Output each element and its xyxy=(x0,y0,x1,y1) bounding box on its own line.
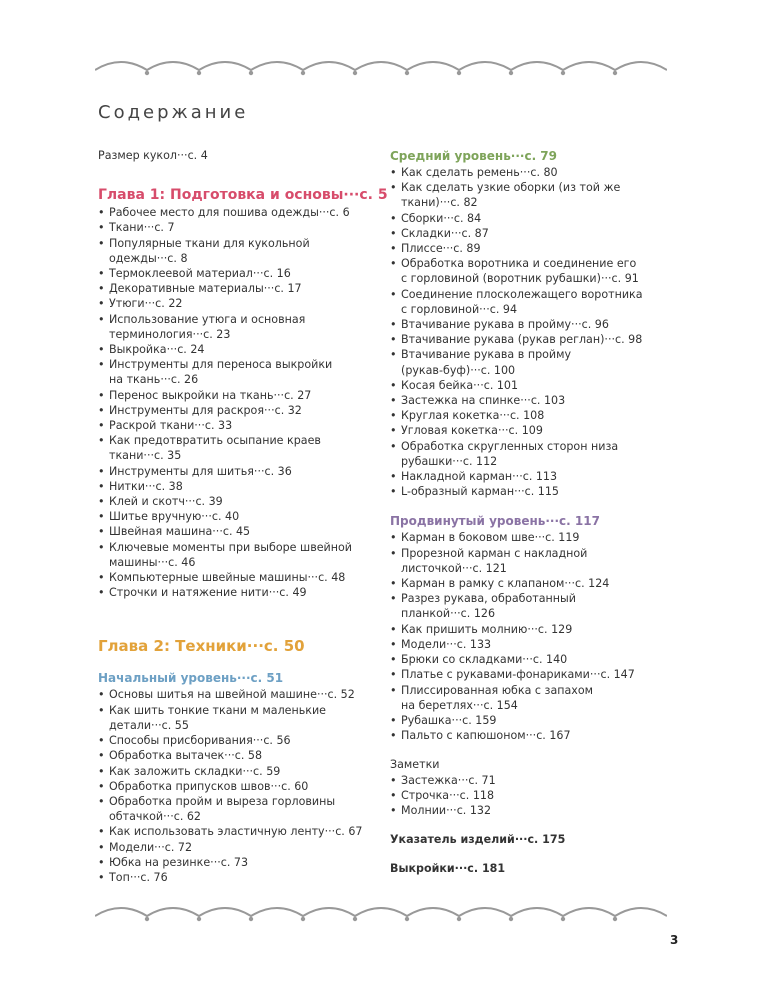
ornament-dot xyxy=(301,71,305,75)
toc-entry: • Круглая кокетка···с. 108 xyxy=(390,408,680,423)
toc-entry: • Термоклеевой материал···с. 16 xyxy=(98,266,378,281)
toc-entry-continuation: (рукав-буф)···с. 100 xyxy=(401,363,516,377)
basic-level-heading: Начальный уровень···с. 51 xyxy=(98,671,284,686)
toc-entry-continuation: терминология···с. 23 xyxy=(109,327,231,341)
ornament-dot xyxy=(457,917,461,921)
notes-heading: Заметки xyxy=(390,758,440,772)
toc-entry: • Как использовать эластичную ленту···с. 67 xyxy=(98,824,378,839)
toc-entry-continuation: ткани)···с. 82 xyxy=(401,196,478,210)
toc-entry-continuation: на беретлях···с. 154 xyxy=(401,698,518,712)
toc-entry: • Соединение плосколежащего воротника xyxy=(390,287,680,302)
toc-entry: • Как сделать узкие оборки (из той же xyxy=(390,180,680,195)
toc-entry: • Утюги···с. 22 xyxy=(98,296,378,311)
toc-entry: • Юбка на резинке···с. 73 xyxy=(98,855,378,870)
mid-level-heading: Средний уровень···с. 79 xyxy=(390,149,558,163)
toc-entry-continuation: листочкой···с. 121 xyxy=(401,561,507,575)
toc-entry-continuation: обтачкой···с. 62 xyxy=(109,810,201,824)
toc-entry: • Угловая кокетка···с. 109 xyxy=(390,423,680,438)
ornament-dot xyxy=(249,917,253,921)
doll-size-entry: Размер кукол···с. 4 xyxy=(98,149,208,162)
toc-entry-continuation: ткани···с. 35 xyxy=(109,449,182,463)
toc-entry: • Складки···с. 87 xyxy=(390,226,680,241)
toc-entry: • Обработка припусков швов···с. 60 xyxy=(98,779,378,794)
chapter-2-heading: Глава 2: Техники···с. 50 xyxy=(98,637,305,656)
toc-entry: • Модели···с. 72 xyxy=(98,840,378,855)
toc-entry: • Инструменты для шитья···с. 36 xyxy=(98,464,378,479)
toc-entry: • Способы присборивания···с. 56 xyxy=(98,733,378,748)
toc-entry: • Накладной карман···с. 113 xyxy=(390,469,680,484)
toc-entry: • Раскрой ткани···с. 33 xyxy=(98,418,378,433)
toc-entry: • Как заложить складки···с. 59 xyxy=(98,764,378,779)
ornament-dot xyxy=(509,917,513,921)
bottom-scallop-ornament xyxy=(95,900,667,922)
toc-entry: • Выкройка···с. 24 xyxy=(98,342,378,357)
toc-entry-continuation: машины···с. 46 xyxy=(109,555,196,569)
product-index-entry: Указатель изделий···с. 175 xyxy=(390,833,566,847)
ornament-dot xyxy=(405,71,409,75)
ornament-dot xyxy=(197,917,201,921)
top-scallop-ornament xyxy=(95,54,667,76)
toc-entry-continuation: одежды···с. 8 xyxy=(109,251,188,265)
toc-entry: • Швейная машина···с. 45 xyxy=(98,524,378,539)
ornament-dot xyxy=(145,71,149,75)
advanced-level-list xyxy=(390,530,680,743)
scallop-line xyxy=(95,908,667,916)
toc-entry: • Ключевые моменты при выборе швейной xyxy=(98,540,378,555)
toc-entry: • Карман в рамку с клапаном···с. 124 xyxy=(390,576,680,591)
scallop-line xyxy=(95,62,667,70)
toc-entry-continuation: с горловиной···с. 94 xyxy=(401,302,518,316)
toc-entry: • Обработка скругленных сторон низа xyxy=(390,439,680,454)
toc-entry: • Карман в боковом шве···с. 119 xyxy=(390,530,680,545)
ornament-dot xyxy=(353,71,357,75)
toc-entry: • Нитки···с. 38 xyxy=(98,479,378,494)
toc-entry: • Шитье вручную···с. 40 xyxy=(98,509,378,524)
toc-entry: • Застежка на спинке···с. 103 xyxy=(390,393,680,408)
advanced-level-heading: Продвинутый уровень···с. 117 xyxy=(390,514,600,529)
ornament-dot xyxy=(457,71,461,75)
ornament-dot xyxy=(145,917,149,921)
toc-entry: • Топ···с. 76 xyxy=(98,870,378,885)
mid-level-list xyxy=(390,165,680,499)
toc-entry-continuation: рубашки···с. 112 xyxy=(401,454,498,468)
toc-entry: • Сборки···с. 84 xyxy=(390,211,680,226)
toc-entry: • Как предотвратить осыпание краев xyxy=(98,433,378,448)
toc-entry-continuation: на ткань···с. 26 xyxy=(109,373,199,387)
basic-level-list xyxy=(98,687,378,885)
toc-entry: • Втачивание рукава в пройму···с. 96 xyxy=(390,317,680,332)
toc-entry: • Пальто с капюшоном···с. 167 xyxy=(390,728,680,743)
toc-entry: • Втачивание рукава в пройму xyxy=(390,347,680,362)
toc-entry: • Популярные ткани для кукольной xyxy=(98,236,378,251)
toc-entry: • Разрез рукава, обработанный xyxy=(390,591,680,606)
ornament-dot xyxy=(405,917,409,921)
ornament-dot xyxy=(353,917,357,921)
toc-entry: • Модели···с. 133 xyxy=(390,637,680,652)
toc-entry: • Инструменты для раскроя···с. 32 xyxy=(98,403,378,418)
page-number: 3 xyxy=(670,933,679,947)
chapter-1-heading: Глава 1: Подготовка и основы···с. 5 xyxy=(98,187,388,204)
toc-entry: • Декоративные материалы···с. 17 xyxy=(98,281,378,296)
notes-list xyxy=(390,773,680,819)
toc-entry: • Основы шитья на швейной машине···с. 52 xyxy=(98,687,378,702)
chapter-1-list xyxy=(98,205,378,600)
toc-entry: • Прорезной карман с накладной xyxy=(390,546,680,561)
toc-entry-continuation: планкой···с. 126 xyxy=(401,607,495,621)
toc-entry: • Строчки и натяжение нити···с. 49 xyxy=(98,585,378,600)
ornament-dot xyxy=(561,71,565,75)
toc-entry: • Рубашка···с. 159 xyxy=(390,713,680,728)
toc-entry: • Застежка···с. 71 xyxy=(390,773,680,788)
toc-entry: • Строчка···с. 118 xyxy=(390,788,680,803)
toc-entry-continuation: детали···с. 55 xyxy=(109,718,189,732)
ornament-dot xyxy=(613,71,617,75)
toc-entry: • Ткани···с. 7 xyxy=(98,220,378,235)
toc-left-column xyxy=(98,148,388,885)
toc-entry: • Инструменты для переноса выкройки xyxy=(98,357,378,372)
toc-entry: • Использование утюга и основная xyxy=(98,312,378,327)
toc-entry: • Как шить тонкие ткани м маленькие xyxy=(98,703,378,718)
patterns-entry: Выкройки···с. 181 xyxy=(390,862,506,876)
ornament-dot xyxy=(301,917,305,921)
toc-entry: • Платье с рукавами-фонариками···с. 147 xyxy=(390,667,680,682)
toc-entry: • Клей и скотч···с. 39 xyxy=(98,494,378,509)
toc-entry: • Брюки со складками···с. 140 xyxy=(390,652,680,667)
toc-entry: • Плиссе···с. 89 xyxy=(390,241,680,256)
toc-entry: • Втачивание рукава (рукав реглан)···с. 98 xyxy=(390,332,680,347)
ornament-dot xyxy=(197,71,201,75)
toc-entry: • Плиссированная юбка с запахом xyxy=(390,683,680,698)
ornament-dot xyxy=(561,917,565,921)
toc-entry: • L-образный карман···с. 115 xyxy=(390,484,680,499)
toc-entry: • Как сделать ремень···с. 80 xyxy=(390,165,680,180)
toc-entry: • Обработка вытачек···с. 58 xyxy=(98,748,378,763)
toc-entry-continuation: с горловиной (воротник рубашки)···с. 91 xyxy=(401,272,639,286)
ornament-dot xyxy=(613,917,617,921)
ornament-dot xyxy=(509,71,513,75)
toc-entry: • Обработка воротника и соединение его xyxy=(390,256,680,271)
page-title: Содержание xyxy=(98,102,249,123)
toc-entry: • Компьютерные швейные машины···с. 48 xyxy=(98,570,378,585)
toc-right-column xyxy=(390,148,680,877)
toc-entry: • Перенос выкройки на ткань···с. 27 xyxy=(98,388,378,403)
toc-entry: • Как пришить молнию···с. 129 xyxy=(390,622,680,637)
toc-entry: • Рабочее место для пошива одежды···с. 6 xyxy=(98,205,378,220)
toc-entry: • Обработка пройм и выреза горловины xyxy=(98,794,378,809)
ornament-dot xyxy=(249,71,253,75)
toc-entry: • Косая бейка···с. 101 xyxy=(390,378,680,393)
toc-entry: • Молнии···с. 132 xyxy=(390,803,680,818)
